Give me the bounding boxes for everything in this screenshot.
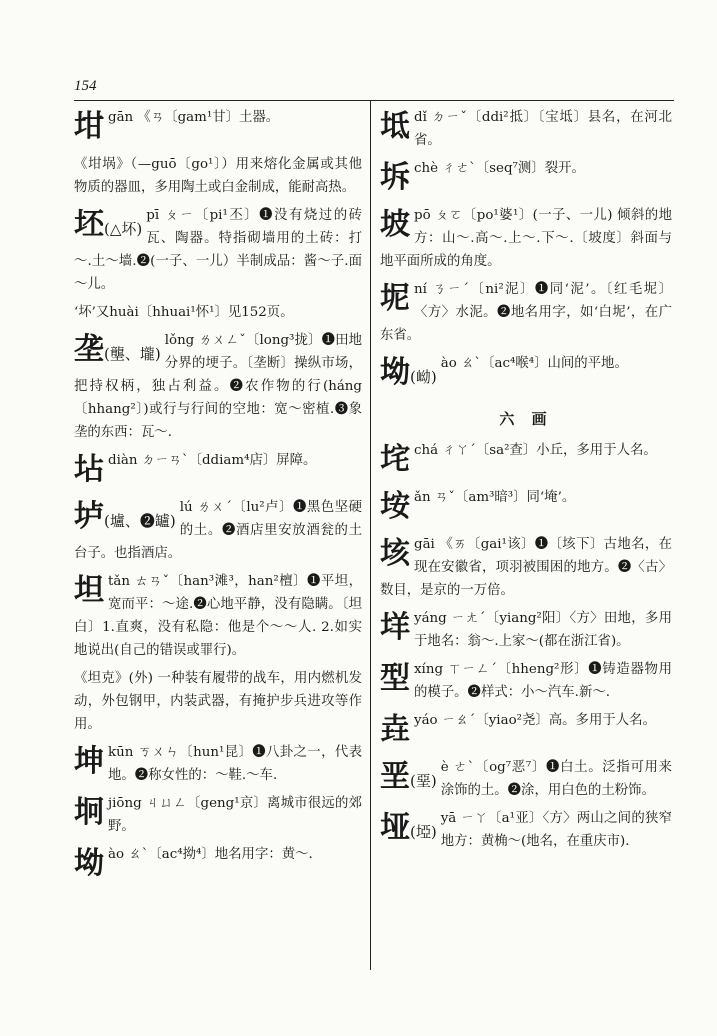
headword: 坳 xyxy=(380,355,410,390)
headword: 坭 xyxy=(380,281,410,316)
definition-text: ǎn ㄢˇ〔am³暗³〕同‘埯’。 xyxy=(414,490,576,505)
entry-continuation xyxy=(74,301,362,324)
definition-text: gān 《ㄢ〔gam¹甘〕土器。 xyxy=(108,110,280,125)
headword: 垭 xyxy=(380,810,410,845)
entry-continuation xyxy=(74,153,362,199)
headword: 垩 xyxy=(380,759,410,794)
definition-text: ào ㄠˋ〔ac⁴喉⁴〕山间的平地。 xyxy=(440,356,628,371)
dictionary-entry xyxy=(380,807,672,853)
headword: 坡 xyxy=(380,207,410,242)
dictionary-entry xyxy=(380,204,672,273)
definition-text: xíng ㄒㄧㄥˊ〔hheng²形〕❶铸造器物用的模子。❷样式：小～汽车.新～. xyxy=(414,662,672,700)
dictionary-entry xyxy=(380,709,672,751)
dictionary-entry xyxy=(74,741,362,787)
headword-group xyxy=(74,329,161,375)
column-divider xyxy=(370,100,371,970)
headword: 型 xyxy=(380,661,410,696)
definition-text: yáo ㄧㄠˊ〔yiao²尧〕高。多用于人名。 xyxy=(414,713,656,728)
page-number: 154 xyxy=(74,78,97,94)
headword-group xyxy=(380,352,437,398)
headword-variant: (壟、壠) xyxy=(104,345,161,363)
dictionary-entry xyxy=(380,607,672,653)
dictionary-entry xyxy=(380,106,672,152)
headword-variant: (岰) xyxy=(410,368,437,386)
headword: 坦 xyxy=(74,573,104,608)
headword-variant: (△坏) xyxy=(104,220,143,238)
dictionary-entry xyxy=(380,439,672,481)
headword: 坯 xyxy=(74,207,104,242)
dictionary-entry xyxy=(74,106,362,148)
headword-variant: (壚、❷罏) xyxy=(104,512,176,530)
definition-text: gāi 《ㄞ〔gai¹该〕❶〔垓下〕古地名，在现在安徽省，项羽被围困的地方。❷〈古〉数目，是京的一万倍。 xyxy=(380,537,672,598)
headword: 坰 xyxy=(74,795,104,830)
headword-group xyxy=(380,807,437,853)
definition-text: dǐ ㄉㄧˇ〔ddi²抵〕〔宝坻〕县名，在河北省。 xyxy=(414,110,672,148)
dictionary-entry xyxy=(380,658,672,704)
definition-text: yā ㄧㄚ〔a¹亚〕〈方〉两山之间的狭窄地方：黄桷～(地名，在重庆市). xyxy=(440,811,672,849)
definition-text: 《坦克》(外) 一种装有履带的战车，用内燃机发动，外包钢甲，内装武器，有掩护步兵进攻等作用。 xyxy=(74,671,362,732)
headword-variant: (堊) xyxy=(410,772,437,790)
definition-text: ào ㄠˋ〔ac⁴拗⁴〕地名用字：黄～. xyxy=(108,847,313,862)
definition-text: yáng ㄧㄤˊ〔yiang²阳〕〈方〉田地，多用于地名：翁～.上家～(都在浙江省)。 xyxy=(414,611,672,649)
definition-text: chá ㄔㄚˊ〔sa²查〕小丘，多用于人名。 xyxy=(414,443,657,458)
headword-variant: (埡) xyxy=(410,823,437,841)
section-heading: 六 画 xyxy=(499,410,553,428)
left-column xyxy=(74,106,362,890)
dictionary-entry xyxy=(380,352,672,398)
headword: 坫 xyxy=(74,452,104,487)
headword-group xyxy=(74,496,176,542)
definition-text: pī ㄆㄧ〔pi¹丕〕❶没有烧过的砖瓦、陶器。特指砌墙用的土砖：打～.土～墙.❷(一子、一儿）半制成品：酱～子.面～儿。 xyxy=(74,208,362,292)
headword: 垞 xyxy=(380,442,410,477)
headword: 垄 xyxy=(74,332,104,367)
headword: 垚 xyxy=(380,712,410,747)
headword-group xyxy=(380,756,437,802)
dictionary-entry xyxy=(74,843,362,885)
dictionary-entry xyxy=(74,329,362,444)
definition-text: 《坩埚》（—guō〔go¹〕）用来熔化金属或其他物质的器皿，多用陶土或白金制成，能耐高热。 xyxy=(74,157,362,195)
dictionary-entry xyxy=(380,157,672,199)
definition-text: è ㄜˋ〔og⁷恶⁷〕❶白土。泛指可用来涂饰的土。❷涂，用白色的土粉饰。 xyxy=(440,760,672,798)
headword: 坳 xyxy=(74,846,104,881)
definition-text: ní ㄋㄧˊ〔ni²泥〕❶同‘泥’。〔红毛坭〕〈方〉水泥。❷地名用字，如‘白坭’，在广东省。 xyxy=(380,282,672,343)
definition-text: chè ㄔㄜˋ〔seq⁷测〕裂开。 xyxy=(414,161,585,176)
definition-text: lú ㄌㄨˊ〔lu²卢〕❶黑色坚硬的土。❷酒店里安放酒瓮的土台子。也指酒店。 xyxy=(74,500,362,561)
right-column xyxy=(380,106,672,858)
definition-text: pō ㄆㄛ〔po¹婆¹〕(一子、一儿) 倾斜的地方：山～.高～.上～.下～.〔坡度〕斜面与地平面所成的角度。 xyxy=(380,208,672,269)
dictionary-entry xyxy=(74,570,362,662)
definition-text: ‘坏’又huài〔hhuai¹怀¹〕见152页。 xyxy=(74,305,294,320)
headword: 垟 xyxy=(380,610,410,645)
dictionary-entry xyxy=(74,449,362,491)
dictionary-entry xyxy=(380,533,672,602)
headword: 坩 xyxy=(74,109,104,144)
dictionary-entry xyxy=(380,278,672,347)
definition-text: kūn ㄎㄨㄣ〔hun¹昆〕❶八卦之一，代表地。❷称女性的：～鞋.～车. xyxy=(108,745,362,783)
entry-continuation xyxy=(74,667,362,736)
headword: 坤 xyxy=(74,744,104,779)
headword: 垓 xyxy=(380,536,410,571)
definition-text: jiōng ㄐㄩㄥ〔geng¹京〕离城市很远的郊野。 xyxy=(108,796,362,834)
headword: 垆 xyxy=(74,499,104,534)
dictionary-entry xyxy=(380,756,672,802)
definition-text: tǎn ㄊㄢˇ〔han³滩³，han²檀〕❶平坦，宽而平：～途.❷心地平静，没有隐瞒。〔坦白〕1.直爽，没有私隐：他是个～～人. 2.如实地说出(自己的错误或罪行)。 xyxy=(74,574,362,658)
definition-text: diàn ㄉㄧㄢˋ〔ddiam⁴店〕屏障。 xyxy=(108,453,317,468)
dictionary-entry xyxy=(74,792,362,838)
headword: 坻 xyxy=(380,109,410,144)
dictionary-entry xyxy=(74,204,362,296)
header-rule xyxy=(74,100,674,101)
dictionary-entry xyxy=(380,486,672,528)
headword-group xyxy=(74,204,142,250)
headword: 垵 xyxy=(380,489,410,524)
headword: 坼 xyxy=(380,160,410,195)
dictionary-entry xyxy=(74,496,362,565)
definition-text: lǒng ㄌㄨㄥˇ〔long³拢〕❶田地分界的埂子。〔垄断〕操纵市场，把持权柄，独占利益。❷农作物的行(háng〔hhang²〕)或行与行间的空地：宽～密植.❸象垄的东西：瓦～. xyxy=(74,333,362,440)
